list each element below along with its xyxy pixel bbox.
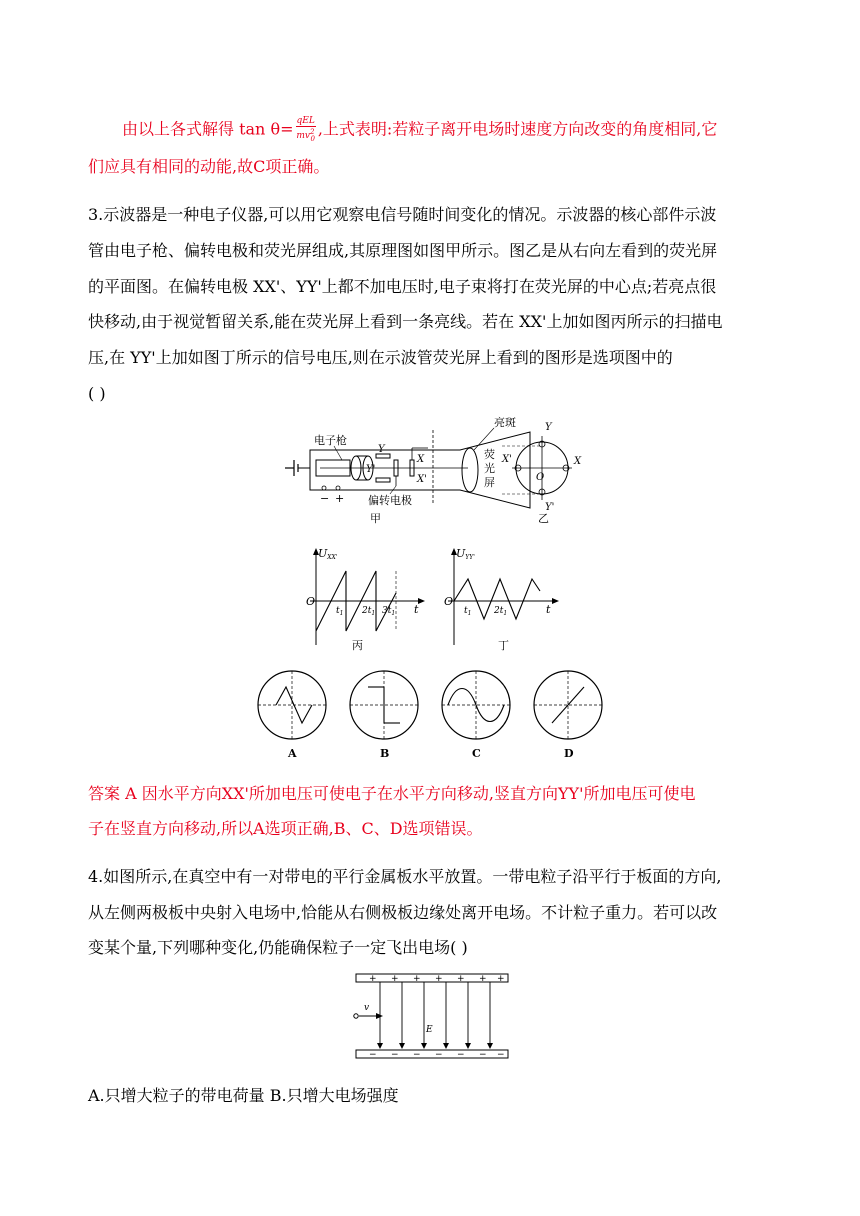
tan-fraction: $\frac{\text{qEL}}{mv^2_0}$ xyxy=(296,116,315,143)
bing-t2: $2t_1$ xyxy=(362,606,376,617)
q3-line-2: 管由电子枪、偏转电极和荧光屏组成,其原理图如图甲所示。图乙是从右向左看到的荧光屏 xyxy=(88,241,718,260)
minus-charge-mark: − xyxy=(457,1050,465,1060)
minus-charge-mark: − xyxy=(435,1050,443,1060)
field-arrow xyxy=(443,1043,449,1049)
parallel-plates-figure xyxy=(352,970,514,1064)
ding-ylabel: UYY' xyxy=(456,547,475,561)
ding-origin: O xyxy=(444,595,454,608)
minus-charge-mark: − xyxy=(497,1050,505,1060)
q3-line-3: 的平面图。在偏转电极 XX'、YY'上都不加电压时,电子束将打在荧光屏的中心点;若亮点很 xyxy=(88,277,717,296)
velocity-label: v xyxy=(364,1003,370,1013)
q3-line-4: 快移动,由于视觉暂留关系,能在荧光屏上看到一条亮线。若在 XX'上加如图丙所示的扫描电 xyxy=(88,312,723,331)
deflect-label: 偏转电极 xyxy=(368,494,412,507)
screen-label-1: 荧 xyxy=(484,448,495,461)
yi-x-label: X xyxy=(574,456,582,467)
solution-prefix: 由以上各式解得 tan θ= xyxy=(122,119,294,139)
solution-suffix: ,上式表明:若粒子离开电场时速度方向改变的角度相同,它 xyxy=(317,119,718,139)
minus-charge-mark: − xyxy=(479,1050,487,1060)
bing-origin: O xyxy=(306,595,316,608)
option-a-label: A xyxy=(288,747,297,760)
bing-t3: $3t_1$ xyxy=(382,606,396,617)
minus-charge-mark: − xyxy=(391,1050,399,1060)
q4-line-3: 变某个量,下列哪种变化,仍能确保粒子一定飞出电场( ) xyxy=(88,938,468,957)
field-label: E xyxy=(426,1025,433,1035)
plus-charge-mark: + xyxy=(413,974,421,984)
ding-t1: $t_1$ xyxy=(464,606,472,617)
option-figures xyxy=(250,665,610,765)
minus-charge-mark: − xyxy=(413,1050,421,1060)
field-arrow xyxy=(487,1043,493,1049)
signal-voltage-graph xyxy=(440,545,570,655)
q4-options-line: A.只增大粒子的带电荷量 B.只增大电场强度 xyxy=(88,1086,399,1105)
option-b-label: B xyxy=(380,747,390,760)
solution-line-2: 们应具有相同的动能,故C项正确。 xyxy=(88,157,330,176)
spot-label: 亮斑 xyxy=(494,416,516,429)
minus-label: − xyxy=(320,492,330,505)
q4-line-1: 4.如图所示,在真空中有一对带电的平行金属板水平放置。一带电粒子沿平行于板面的方向, xyxy=(88,867,722,886)
q3-answer-paren: ( ) xyxy=(88,384,106,403)
caption-bing: 丙 xyxy=(352,639,363,652)
yi-y-label: Y xyxy=(545,422,552,433)
plus-charge-mark: + xyxy=(497,974,505,984)
q4-line-2: 从左侧两极板中央射入电场中,恰能从右侧极板边缘处离开电场。不计粒子重力。若可以改 xyxy=(88,903,718,922)
bing-t1: $t_1$ xyxy=(336,606,344,617)
q3-line-1: 3.示波器是一种电子仪器,可以用它观察电信号随时间变化的情况。示波器的核心部件示波 xyxy=(88,205,717,224)
minus-charge-mark: − xyxy=(369,1050,377,1060)
oscilloscope-diagram xyxy=(280,410,590,530)
bing-t: t xyxy=(414,603,419,616)
gun-label: 电子枪 xyxy=(314,434,347,447)
option-a-figure[interactable] xyxy=(258,671,326,760)
y-prime-label: Y' xyxy=(366,464,376,475)
yi-o-label: O xyxy=(536,472,545,483)
caption-jia: 甲 xyxy=(370,512,381,525)
x-prime-label: X' xyxy=(417,474,427,485)
q3-line-5: 压,在 YY'上加如图丁所示的信号电压,则在示波管荧光屏上看到的图形是选项图中的 xyxy=(88,348,673,367)
caption-ding: 丁 xyxy=(498,639,509,652)
screen-label-3: 屏 xyxy=(484,476,495,489)
field-arrow xyxy=(421,1043,427,1049)
bing-ylabel: UXX' xyxy=(318,547,338,561)
plus-charge-mark: + xyxy=(479,974,487,984)
plus-charge-mark: + xyxy=(457,974,465,984)
y-label: Y xyxy=(378,444,385,455)
yi-y-prime-label: Y' xyxy=(545,502,555,513)
plus-charge-mark: + xyxy=(369,974,377,984)
caption-yi: 乙 xyxy=(538,512,549,525)
screen-label-2: 光 xyxy=(484,462,495,475)
option-d-label: D xyxy=(564,747,574,760)
x-label: X xyxy=(417,454,425,465)
solution-line-1 xyxy=(122,116,717,144)
field-arrow xyxy=(465,1043,471,1049)
yi-x-prime-label: X' xyxy=(502,454,512,465)
field-arrow xyxy=(377,1043,383,1049)
option-b-figure[interactable] xyxy=(350,671,418,760)
ding-t2: $2t_1$ xyxy=(494,606,508,617)
option-c-label: C xyxy=(472,747,481,760)
plus-label: + xyxy=(335,492,345,505)
sweep-voltage-graph xyxy=(300,545,430,655)
q3-answer-line-2: 子在竖直方向移动,所以A选项正确,B、C、D选项错误。 xyxy=(88,819,483,838)
plus-charge-mark: + xyxy=(435,974,443,984)
field-arrow xyxy=(399,1043,405,1049)
option-c-figure[interactable] xyxy=(442,671,510,760)
option-d-figure[interactable] xyxy=(534,671,602,760)
q3-answer-line-1: 答案 A 因水平方向XX'所加电压可使电子在水平方向移动,竖直方向YY'所加电压可使电 xyxy=(88,784,696,803)
plus-charge-mark: + xyxy=(391,974,399,984)
ding-t: t xyxy=(546,603,551,616)
